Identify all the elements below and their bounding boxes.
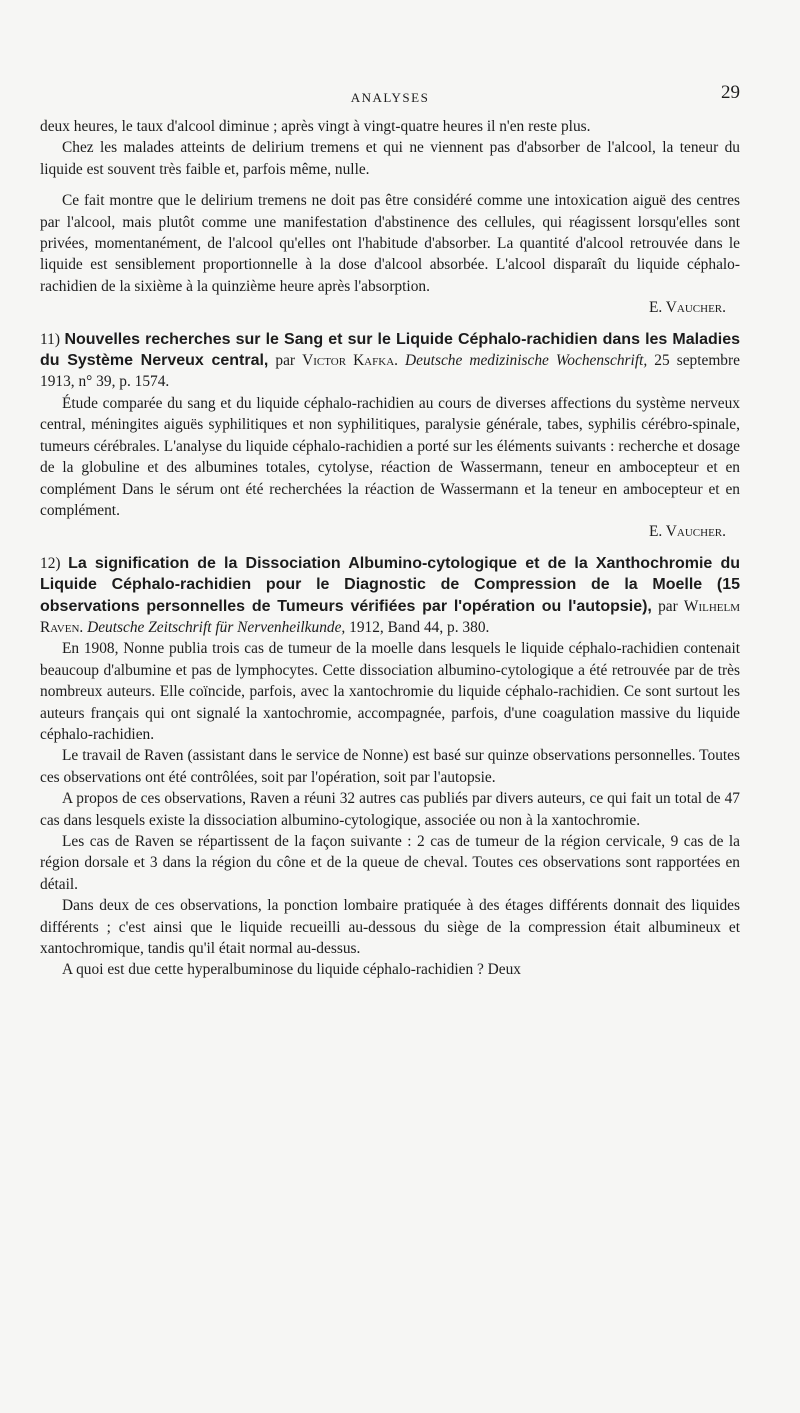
article-journal: Deutsche Zeitschrift für Nervenheilkunde, [87,618,346,636]
article-12-paragraph-4: Les cas de Raven se répartissent de la façon suivante : 2 cas de tumeur de la région cervicale, 9 cas de la région dorsale et 3 dans la région du cône et de la queue de cheval. Toutes ces observations sont rapportées en détail. [40,833,740,893]
article-12-heading [40,553,740,639]
page-body [40,116,740,981]
signature-text: E. Vaucher. [648,523,726,541]
signature-text: E. Vaucher. [648,299,726,317]
article-11-signature [40,521,740,542]
article-author: Victor Kafka. [302,352,398,370]
intro-paragraph-3: Ce fait montre que le delirium tremens ne doit pas être considéré comme une intoxication aiguë des centres par l'alcool, mais plutôt comme une manifestation d'abstinence des cellules, qui réagissent lorsqu'elles sont privées, momentanément, de l'alcool qu'elles ont l'habitude d'absorber. La quantité d'alcool retrouvée dans le liquide est sensiblement proportionnelle à la dose d'alcool absorbée. L'alcool disparaît du liquide céphalo-rachidien de la sixième à la quinzième heure après l'absorption. [40,192,740,295]
article-number: 12) [40,554,61,572]
page-header [40,82,740,112]
article-12-paragraph-5: Dans deux de ces observations, la ponction lombaire pratiquée à des étages différents donnait des liquides différents ; c'est ainsi que le liquide recueilli au-dessous du siège de la compression était albumineux et xantochromique, tandis qu'il était normal au-dessus. [40,897,740,958]
article-11-paragraph-1: Étude comparée du sang et du liquide céphalo-rachidien au cours de diverses affections du système nerveux central, méningites aiguës syphilitiques et non syphilitiques, paralysie générale, tabes, syphilis cérébro-spinale, tumeurs cérébrales. L'analyse du liquide céphalo-rachidien a porté sur les éléments suivants : recherche et dosage de la globuline et des albumines totales, cytolyse, réaction de Wassermann, teneur en ambocepteur et en complément Dans le sérum ont été recherchées la réaction de Wassermann et la teneur en ambocepteur et en complément. [40,394,740,519]
running-title: ANALYSES [350,90,430,105]
article-12-paragraph-2: Le travail de Raven (assistant dans le service de Nonne) est basé sur quinze observations personnelles. Toutes ces observations ont été contrôlées, soit par l'opération, soit par l'autopsie. [40,747,740,786]
article-title: Nouvelles recherches sur le Sang et sur le Liquide Céphalo-rachidien dans les Maladies du Système Nerveux central, [40,330,740,370]
article-12-paragraph-1: En 1908, Nonne publia trois cas de tumeur de la moelle dans lesquels le liquide céphalo-rachidien contenait beaucoup d'albumine et pas de lymphocytes. Cette dissociation albumino-cytologique a été retrouvée par de très nombreux auteurs. Elle coïncide, parfois, avec la xantochromie du liquide céphalo-rachidien. Ce sont surtout les auteurs français qui ont signalé la xantochromie, accompagnée, parfois, d'une coagulation massive du liquide céphalo-rachidien. [40,640,740,743]
article-details: 25 septembre 1913, n° 39, p. 1574. [40,352,740,391]
article-journal: Deutsche medizinische Wochenschrift, [405,352,648,370]
article-11-heading [40,329,740,393]
article-by: par [275,352,296,370]
article-12-paragraph-6: A quoi est due cette hyperalbuminose du liquide céphalo-rachidien ? Deux [62,961,522,979]
article-title: La signification de la Dissociation Albumino-cytologique et de la Xanthochromie du Liquide Céphalo-rachidien pour le Diagnostic de Compression de la Moelle (15 observations personnelles de Tumeurs vérifiées par l'opération ou l'autopsie), [40,554,740,615]
page-number: 29 [721,82,740,103]
article-number: 11) [40,330,60,348]
article-12-paragraph-3: A propos de ces observations, Raven a réuni 32 autres cas publiés par divers auteurs, ce qui fait un total de 47 cas dans lesquels existe la dissociation albumino-cytologique, associée ou non à la xantochromie. [40,790,740,829]
intro-paragraph-1: deux heures, le taux d'alcool diminue ; après vingt à vingt-quatre heures il n'en reste plus. [40,118,591,135]
intro-signature [40,297,740,318]
article-author: Wilhelm Raven. [40,597,740,636]
article-details: 1912, Band 44, p. 380. [349,618,490,636]
intro-paragraph-2: Chez les malades atteints de delirium tremens et qui ne viennent pas d'absorber de l'alcool, la teneur du liquide est souvent très faible et, parfois même, nulle. [40,139,740,178]
article-by: par [658,597,678,615]
